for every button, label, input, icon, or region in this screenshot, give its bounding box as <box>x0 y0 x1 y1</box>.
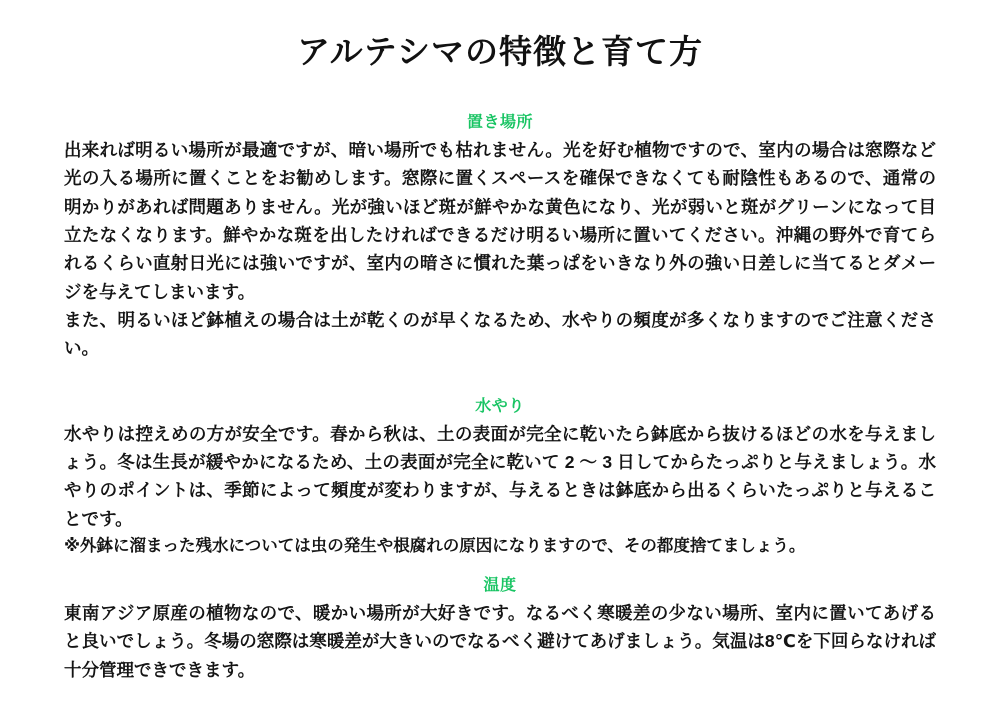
section-heading-watering: 水やり <box>475 397 525 415</box>
paragraph: 東南アジア原産の植物なので、暖かい場所が大好きです。なるべく寒暖差の少ない場所、室内に置いてあげると良いでしょう。冬場の窓際は寒暖差が大きいのでなるべく避けてあげましょう。気温は8℃を下回らなければ十分管理できできます。 <box>64 602 936 680</box>
section-watering <box>64 393 936 560</box>
section-body-placement <box>64 136 936 363</box>
paragraph-note: ※外鉢に溜まった残水については虫の発生や根腐れの原因になりますので、その都度捨てましょう。 <box>64 537 806 556</box>
section-body-watering <box>64 420 936 560</box>
paragraph: また、明るいほど鉢植えの場合は土が乾くのが早くなるため、水やりの頻度が多くなりますのでご注意ください。 <box>64 310 936 359</box>
section-spacer <box>64 363 936 391</box>
paragraph: 出来れば明るい場所が最適ですが、暗い場所でも枯れません。光を好む植物ですので、室内の場合は窓際など光の入る場所に置くことをお勧めします。窓際に置くスペースを確保できなくても耐陰性もあるので、通常の明かりがあれば問題ありません。光が強いほど斑が鮮やかな黄色になり、光が弱いと斑がグリーンになって目立たなくなります。鮮やかな斑を出したければできるだけ明るい場所に置いてください。沖縄の野外で育てられるくらい直射日光には強いですが、室内の暗さに慣れた葉っぱをいきなり外の強い日差しに当てるとダメージを与えてしまいます。 <box>64 140 936 302</box>
section-body-temperature <box>64 599 936 684</box>
paragraph: 水やりは控えめの方が安全です。春から秋は、土の表面が完全に乾いたら鉢底から抜けるほどの水を与えましょう。冬は生長が緩やかになるため、土の表面が完全に乾いて 2 ～ 3 日してからたっぷりと与えましょう。水やりのポイントは、季節によって頻度が変わりますが、与えるときは鉢底から出るくらいたっぷりと与えることです。 <box>64 423 936 529</box>
section-spacer <box>64 560 936 570</box>
section-heading-placement: 置き場所 <box>466 114 533 131</box>
title-spacer <box>64 79 936 107</box>
section-placement <box>64 109 936 363</box>
page-title: アルテシマの特徴と育て方 <box>296 33 704 70</box>
section-temperature <box>64 572 936 684</box>
section-heading-temperature: 温度 <box>483 576 517 594</box>
